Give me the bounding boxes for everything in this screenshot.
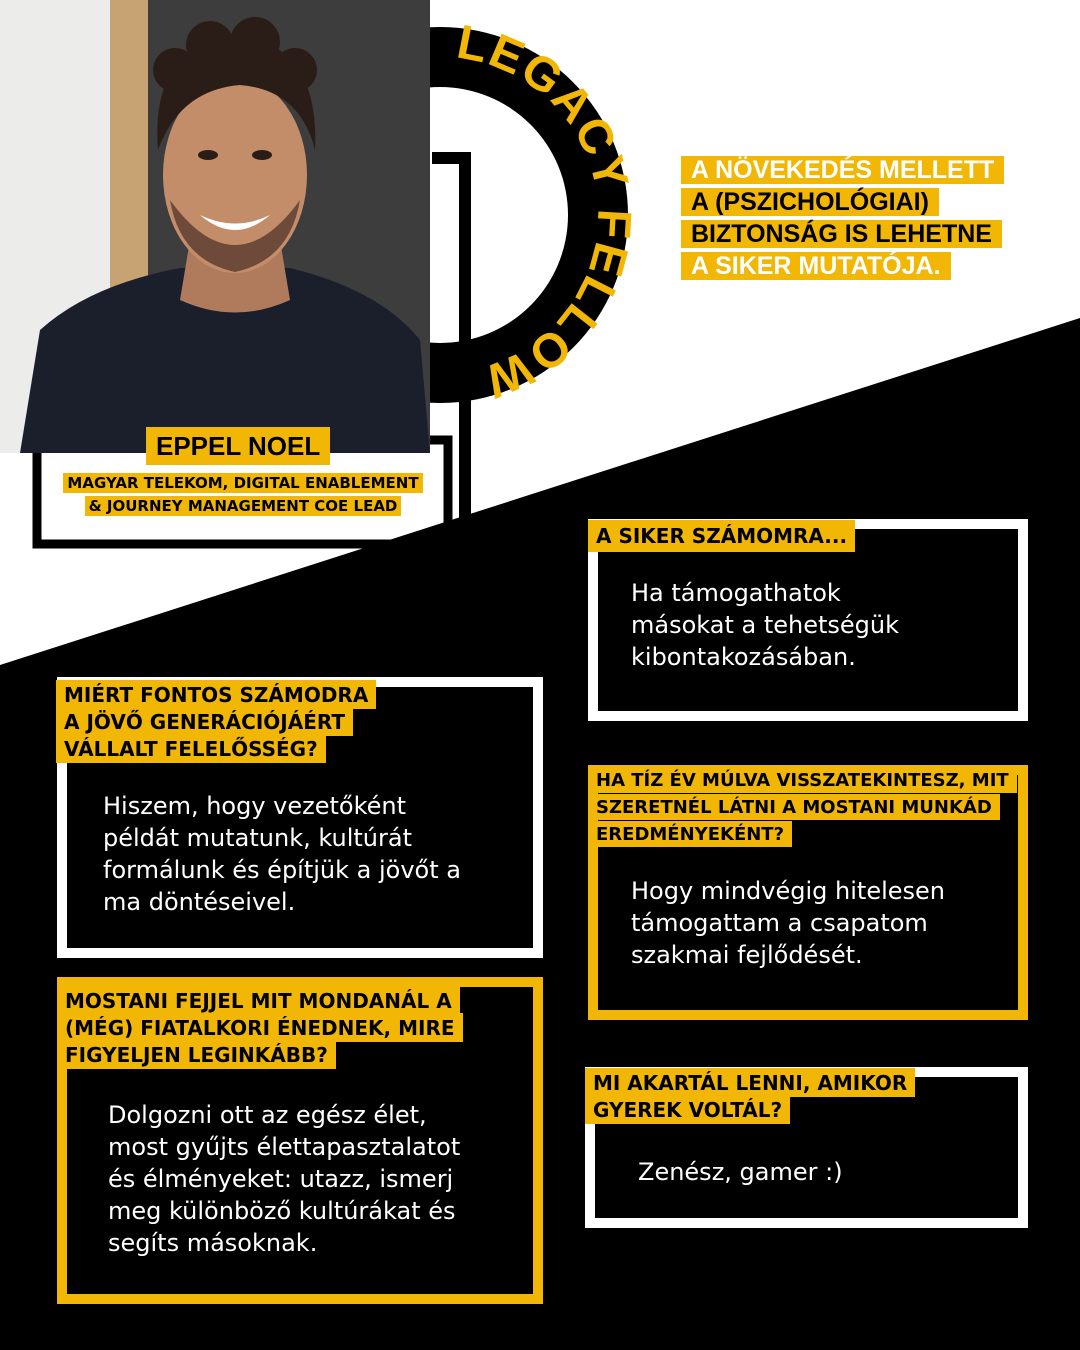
- badge-text: LEGACY FELLOW: [452, 15, 641, 409]
- headline-quote: [681, 154, 1041, 282]
- qa-answer-childhood: Zenész, gamer :): [638, 1158, 843, 1186]
- quote-line-2: A (PSZICHOLÓGIAI): [681, 188, 939, 216]
- quote-line-3: BIZTONSÁG IS LEHETNE: [681, 220, 1002, 248]
- qa-question-childhood: MI AKARTÁL LENNI, AMIKOR GYEREK VOLTÁL?: [585, 1070, 915, 1124]
- person-name: EPPEL NOEL: [146, 427, 330, 465]
- qa-answer-younger-self: Dolgozni ott az egész élet, most gyűjts élettapasztalatot és élményeket: utazz, ismerj meg különböző kultúrákat és segíts másoknak.: [108, 1101, 461, 1257]
- qa-answer-success: Ha támogathatok másokat a tehetségük kibontakozásában.: [631, 579, 900, 671]
- quote-line-1: A NÖVEKEDÉS MELLETT: [681, 156, 1004, 184]
- person-role: [48, 472, 438, 517]
- portrait-photo: [0, 0, 430, 453]
- qa-answer-responsibility: Hiszem, hogy vezetőként példát mutatunk, kultúrát formálunk és építjük a jövőt a ma döntéseivel.: [103, 792, 461, 916]
- quote-line-4: A SIKER MUTATÓJA.: [681, 252, 951, 280]
- qa-question-success: A SIKER SZÁMOMRA...: [588, 520, 855, 552]
- role-line-2: & JOURNEY MANAGEMENT COE LEAD: [85, 496, 402, 516]
- qa-answer-ten-years: Hogy mindvégig hitelesen támogattam a csapatom szakmai fejlődését.: [631, 877, 945, 969]
- qa-question-responsibility: MIÉRT FONTOS SZÁMODRA A JÖVŐ GENERÁCIÓJÁÉRT VÁLLALT FELELŐSSÉG?: [56, 682, 376, 763]
- svg-text:LEGACY FELLOW: [453, 16, 641, 409]
- qa-question-younger-self: MOSTANI FEJJEL MIT MONDANÁL A (MÉG) FIATALKORI ÉNEDNEK, MIRE FIGYELJEN LEGINKÁBB?: [57, 988, 463, 1069]
- qa-question-ten-years: HA TÍZ ÉV MÚLVA VISSZATEKINTESZ, MIT SZERETNÉL LÁTNI A MOSTANI MUNKÁD EREDMÉNYEKÉNT?: [588, 767, 1017, 848]
- role-line-1: MAGYAR TELEKOM, DIGITAL ENABLEMENT: [63, 473, 422, 493]
